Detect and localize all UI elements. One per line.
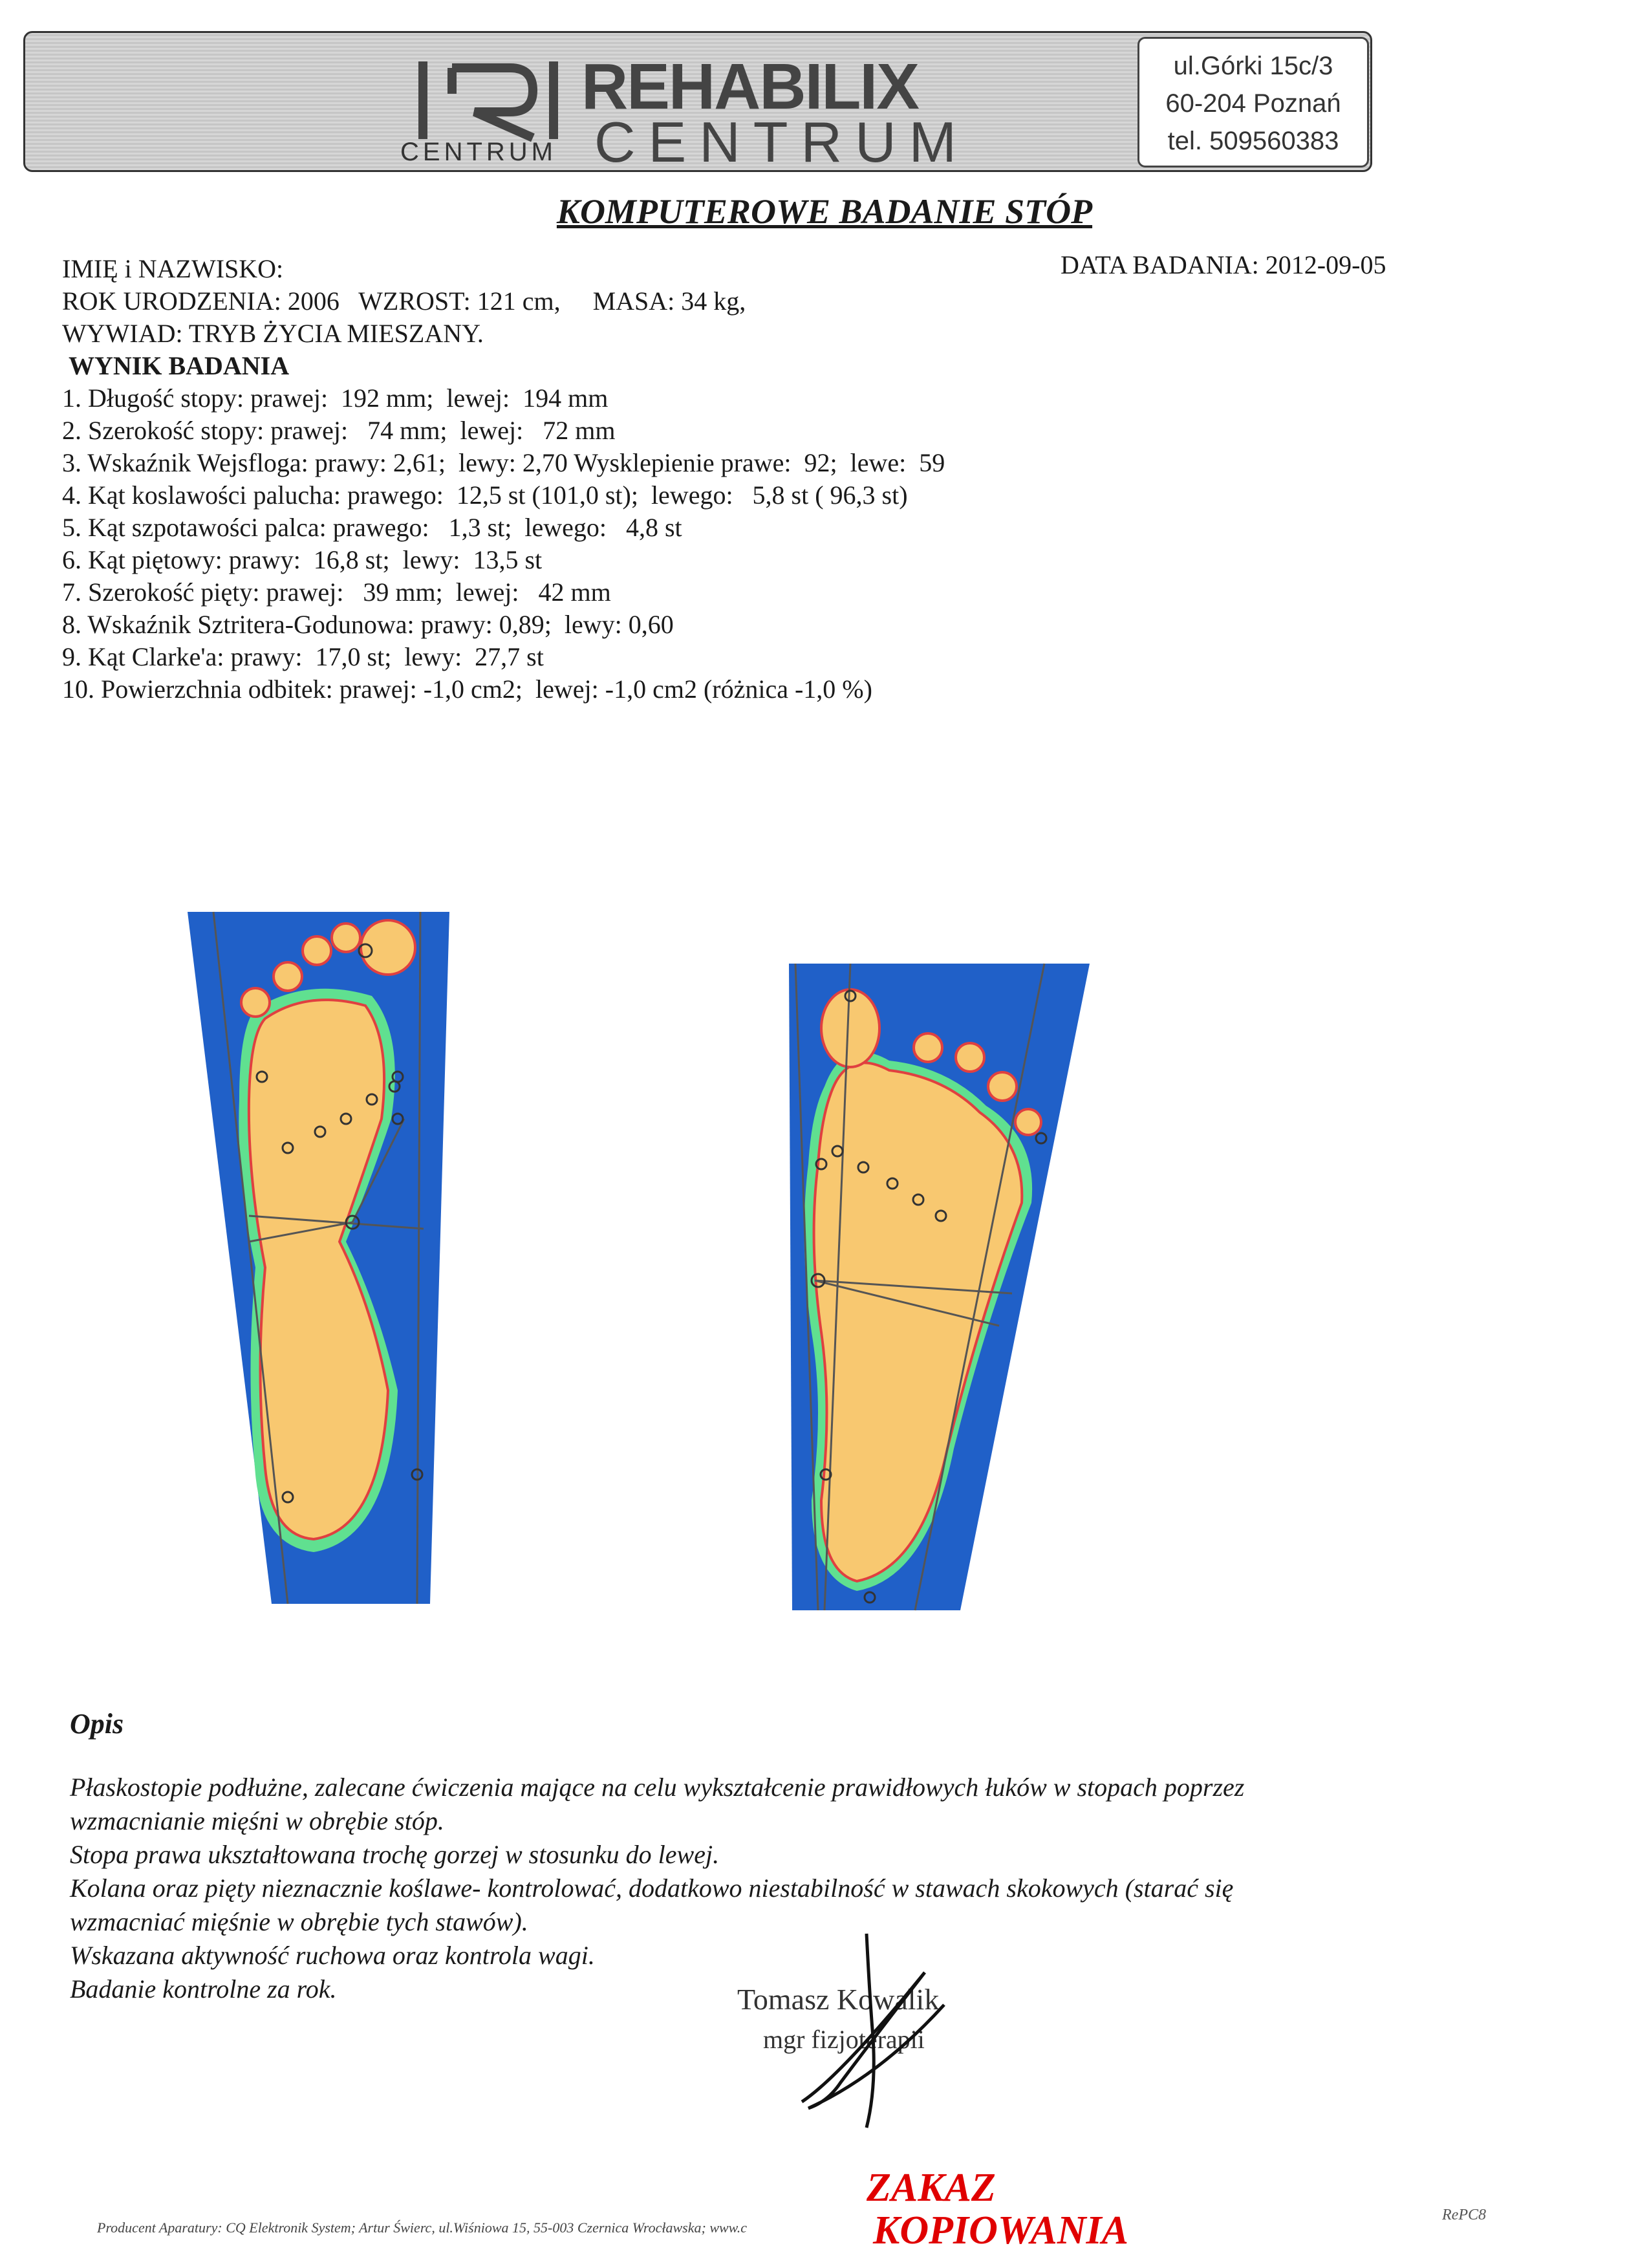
left-foot-scan <box>786 957 1122 1636</box>
opis-heading: Opis <box>70 1708 124 1740</box>
copy-prohibited-stamp-line2: KOPIOWANIA <box>873 2209 1129 2252</box>
patient-history-line: WYWIAD: TRYB ŻYCIA MIESZANY. <box>62 319 484 348</box>
result-item: 8. Wskaźnik Sztritera-Godunowa: prawy: 0,89; lewy: 0,60 <box>62 610 674 639</box>
header-band <box>23 31 1372 172</box>
opis-line: Wskazana aktywność ruchowa oraz kontrola wagi. <box>70 1941 595 1970</box>
results-heading: WYNIK BADANIA <box>69 351 290 380</box>
signature-name: Tomasz Kowalik <box>737 1983 940 2016</box>
result-item: 9. Kąt Clarke'a: prawy: 17,0 st; lewy: 27,7 st <box>62 642 544 671</box>
exam-date: DATA BADANIA: 2012-09-05 <box>1061 250 1386 279</box>
handwritten-signature-icon <box>711 1921 1073 2141</box>
opis-line: Badanie kontrolne za rok. <box>70 1974 337 2003</box>
footer-code: RePC8 <box>1442 2207 1486 2223</box>
address-street: ul.Górki 15c/3 <box>1173 52 1333 80</box>
address-box <box>1137 37 1369 167</box>
opis-line: Kolana oraz pięty nieznacznie koślawe- kontrolować, dodatkowo niestabilność w stawach skokowych (starać się <box>70 1874 1234 1903</box>
result-item: 3. Wskaźnik Wejsfloga: prawy: 2,61; lewy: 2,70 Wysklepienie prawe: 92; lewe: 59 <box>62 448 945 477</box>
address-city: 60-204 Poznań <box>1165 89 1341 118</box>
result-item: 2. Szerokość stopy: prawej: 74 mm; lewej: 72 mm <box>62 416 616 445</box>
copy-prohibited-stamp-line1: ZAKAZ <box>867 2166 996 2210</box>
logo-big-text: REHABILIX <box>581 50 918 123</box>
signature-stamp <box>711 1921 1073 2141</box>
result-item: 7. Szerokość pięty: prawej: 39 mm; lewej: 42 mm <box>62 578 611 607</box>
result-item: 6. Kąt piętowy: prawy: 16,8 st; lewy: 13,5 st <box>62 545 543 574</box>
opis-line: Stopa prawa ukształtowana trochę gorzej w stosunku do lewej. <box>70 1840 720 1869</box>
signature-title: mgr fizjoterapii <box>763 2025 925 2054</box>
opis-line: Płaskostopie podłużne, zalecane ćwiczenia mające na celu wykształcenie prawidłowych łuków w stopach poprzez <box>70 1773 1245 1802</box>
right-foot-scan <box>184 905 456 1617</box>
opis-line: wzmacnianie mięśni w obrębie stóp. <box>70 1806 444 1835</box>
footer-producer: Producent Aparatury: CQ Elektronik System; Artur Świerc, ul.Wiśniowa 15, 55-003 Czernica Wrocławska; www.c <box>97 2219 747 2236</box>
address-phone: tel. 509560383 <box>1167 127 1339 155</box>
patient-birth-line: ROK URODZENIA: 2006 WZROST: 121 cm, MASA: 34 kg, <box>62 286 746 316</box>
page-title: KOMPUTEROWE BADANIE STÓP <box>556 192 1093 231</box>
result-item: 4. Kąt koslawości palucha: prawego: 12,5 st (101,0 st); lewego: 5,8 st ( 96,3 st) <box>62 481 908 510</box>
result-item: 1. Długość stopy: prawej: 192 mm; lewej: 194 mm <box>62 383 609 413</box>
patient-name-label: IMIĘ i NAZWISKO: <box>62 254 284 283</box>
logo-sub-text: CENTRUM <box>594 110 969 174</box>
result-item: 5. Kąt szpotawości palca: prawego: 1,3 st; lewego: 4,8 st <box>62 513 682 542</box>
logo-small-text: CENTRUM <box>400 138 557 166</box>
result-item: 10. Powierzchnia odbitek: prawej: -1,0 cm2; lewej: -1,0 cm2 (różnica -1,0 %) <box>62 675 872 704</box>
opis-line: wzmacniać mięśnie w obrębie tych stawów). <box>70 1907 528 1936</box>
